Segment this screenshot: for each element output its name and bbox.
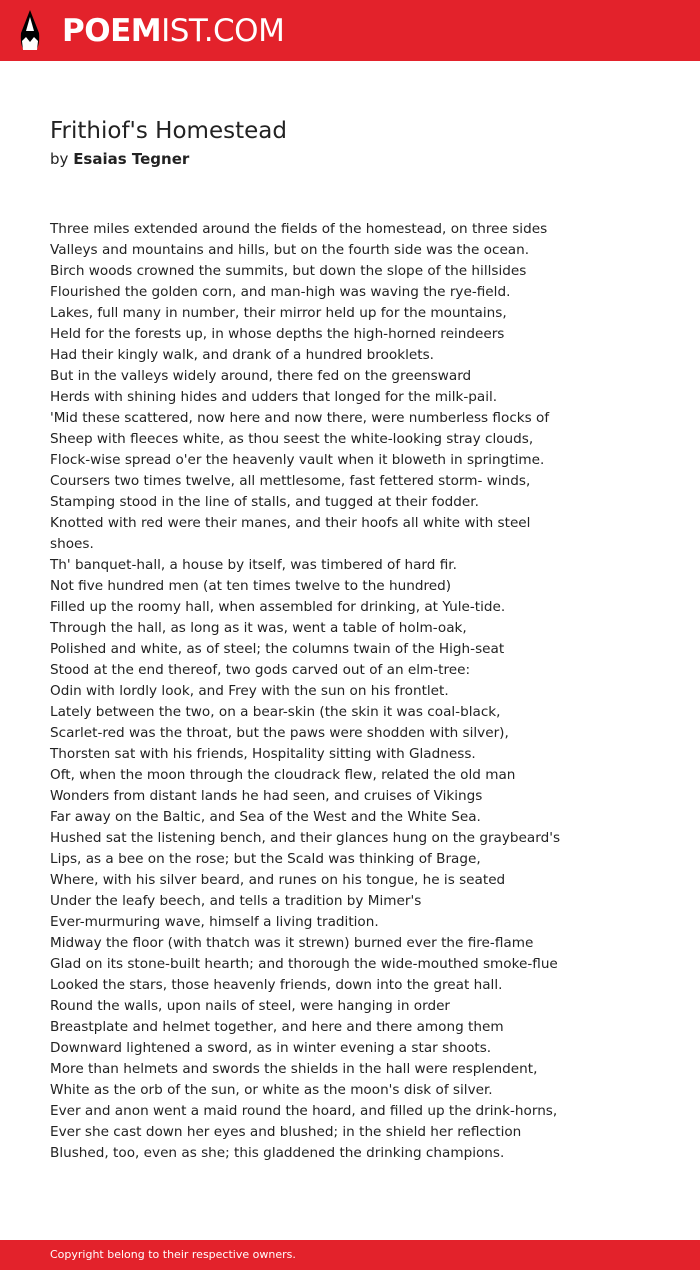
poem-line: Th' banquet-hall, a house by itself, was timbered of hard fir. (50, 557, 457, 573)
poem-line: Ever-murmuring wave, himself a living tradition. (50, 914, 379, 930)
poem-line: Far away on the Baltic, and Sea of the West and the White Sea. (50, 809, 481, 825)
poem-line: Breastplate and helmet together, and here and there among them (50, 1019, 504, 1035)
poem-line: Blushed, too, even as she; this gladdened the drinking champions. (50, 1145, 505, 1161)
poem-line: Ever and anon went a maid round the hoard, and filled up the drink-horns, (50, 1103, 558, 1119)
poem-body (50, 219, 670, 1164)
poem-line: Ever she cast down her eyes and blushed; in the shield her reflection (50, 1124, 522, 1140)
poem-line: Knotted with red were their manes, and their hoofs all white with steel (50, 515, 531, 531)
poem-line: Odin with lordly look, and Frey with the sun on his frontlet. (50, 683, 449, 699)
poem-line: Polished and white, as of steel; the columns twain of the High-seat (50, 641, 505, 657)
site-footer (0, 1240, 700, 1270)
poem-line: Not five hundred men (at ten times twelve to the hundred) (50, 578, 452, 594)
poem-line: Sheep with fleeces white, as thou seest the white-looking stray clouds, (50, 431, 534, 447)
poem-line: Held for the forests up, in whose depths the high-horned reindeers (50, 326, 505, 342)
poem-line: More than helmets and swords the shields in the hall were resplendent, (50, 1061, 538, 1077)
poem-line: Oft, when the moon through the cloudrack flew, related the old man (50, 767, 516, 783)
poem-line: Glad on its stone-built hearth; and thorough the wide-mouthed smoke-flue (50, 956, 558, 972)
poem-line: Scarlet-red was the throat, but the paws were shodden with silver), (50, 725, 509, 741)
poem-line: Midway the floor (with thatch was it strewn) burned ever the fire-flame (50, 935, 534, 951)
poem-line: Wonders from distant lands he had seen, and cruises of Vikings (50, 788, 483, 804)
pen-nib-icon[interactable] (18, 9, 42, 51)
poem-line: Coursers two times twelve, all mettlesome, fast fettered storm- winds, (50, 473, 531, 489)
copyright-text: Copyright belong to their respective owners. (50, 1248, 296, 1261)
poem-line: Stamping stood in the line of stalls, and tugged at their fodder. (50, 494, 479, 510)
poem-line: Filled up the roomy hall, when assembled for drinking, at Yule-tide. (50, 599, 506, 615)
poem-byline (50, 148, 189, 170)
by-label: by (50, 150, 69, 168)
poem-line: 'Mid these scattered, now here and now there, were numberless flocks of (50, 410, 550, 426)
poem-line: Three miles extended around the fields of the homestead, on three sides (50, 221, 548, 237)
poem-line: Lately between the two, on a bear-skin (the skin it was coal-black, (50, 704, 501, 720)
poem-line: Had their kingly walk, and drank of a hundred brooklets. (50, 347, 434, 363)
poem-line: Lips, as a bee on the rose; but the Scald was thinking of Brage, (50, 851, 481, 867)
poem-line: Where, with his silver beard, and runes on his tongue, he is seated (50, 872, 506, 888)
poem-line: Under the leafy beech, and tells a tradition by Mimer's (50, 893, 422, 909)
poem-line: Through the hall, as long as it was, went a table of holm-oak, (50, 620, 467, 636)
poem-line: Downward lightened a sword, as in winter evening a star shoots. (50, 1040, 492, 1056)
poem-line: Flourished the golden corn, and man-high was waving the rye-field. (50, 284, 511, 300)
poem-line: Stood at the end thereof, two gods carved out of an elm-tree: (50, 662, 471, 678)
author-name: Esaias Tegner (73, 150, 190, 168)
poem-line: Round the walls, upon nails of steel, were hanging in order (50, 998, 451, 1014)
poem-line: Flock-wise spread o'er the heavenly vault when it bloweth in springtime. (50, 452, 545, 468)
poem-line: Lakes, full many in number, their mirror held up for the mountains, (50, 305, 507, 321)
poem-line: Looked the stars, those heavenly friends, down into the great hall. (50, 977, 503, 993)
poem-line: Birch woods crowned the summits, but down the slope of the hillsides (50, 263, 527, 279)
poem-line: Valleys and mountains and hills, but on the fourth side was the ocean. (50, 242, 530, 258)
poem-title: Frithiof's Homestead (50, 118, 287, 144)
logo-light-text: IST.COM (161, 13, 285, 49)
poem-line: Hushed sat the listening bench, and their glances hung on the graybeard's (50, 830, 561, 846)
site-logo[interactable] (62, 11, 284, 51)
poem-line: Thorsten sat with his friends, Hospitality sitting with Gladness. (50, 746, 476, 762)
site-header (0, 0, 700, 61)
poem-line: Herds with shining hides and udders that longed for the milk-pail. (50, 389, 498, 405)
logo-bold-text: POEM (62, 13, 162, 49)
poem-line: White as the orb of the sun, or white as the moon's disk of silver. (50, 1082, 493, 1098)
poem-line: But in the valleys widely around, there fed on the greensward (50, 368, 472, 384)
poem-line: shoes. (50, 536, 94, 552)
